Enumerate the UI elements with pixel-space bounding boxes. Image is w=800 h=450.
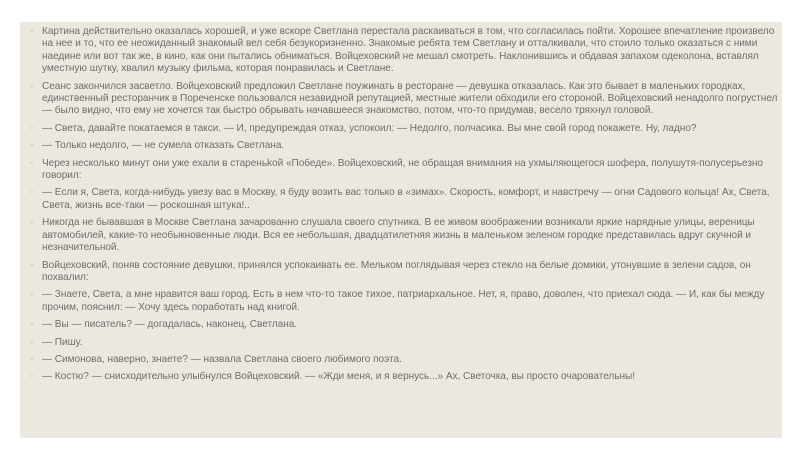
paragraph-text: — Знаете, Света, а мне нравится ваш город. Есть в нем что-то такое тихое, патриархальное. Нет, я, право, доволен, что приехал сюда. — И, как бы между прочим, пояснил: — Хочу здесь поработать над книгой. [42, 289, 765, 313]
paragraph-text: Войцеховский, поняв состояние девушки, принялся успокаивать ее. Мельком поглядывая через стекло на белые домики, утонувшие в зелени садов, он похвалил: [42, 259, 751, 283]
paragraph-text: — Пишу. [42, 336, 83, 348]
paragraph [30, 123, 780, 135]
paragraph-text: Никогда не бывавшая в Москве Светлана зачарованно слушала своего спутника. В ее живом воображении возникали яркие нарядные улицы, вереницы автомобилей, какие-то необыкновенные люди. Вся ее небольшая, двадцатилетняя жизнь в маленьком зеленом городке представилась вдруг скучной и незначительной. [42, 217, 755, 254]
paragraph [30, 140, 780, 152]
bullet-icon: ◦ [30, 187, 34, 199]
paragraph-text: — Симонова, наверно, знаете? — назвала Светлана своего любимого поэта. [42, 353, 402, 365]
bullet-icon: ◦ [30, 217, 34, 229]
bullet-icon: ◦ [30, 80, 34, 92]
paragraph-text: — Света, давайте покатаемся в такси. — И, предупреждая отказ, успокоил: — Недолго, полчасика. Вы мне свой город покажете. Ну, ладно? [42, 122, 697, 134]
paragraph-text: — Если я, Света, когда-нибудь увезу вас в Москву, я буду возить вас только в «зимах». Скорость, комфорт, и навстречу — огни Садового кольца! Ах, Света, Света, жизнь все-таки — роскошная штука!.. [42, 187, 770, 211]
bullet-icon: ◦ [30, 336, 34, 348]
text-body [30, 26, 780, 389]
paragraph-text: — Костю? — снисходительно улыбнулся Войцеховский. — «Жди меня, и я вернусь...» Ах, Светочка, вы просто очаровательны! [42, 371, 635, 383]
paragraph-text: Через несколько минут они уже ехали в стареньkой «Победе». Войцеховский, не обращая внимания на ухмыляющегося шофера, полушутя-полусерьезно говорил: [42, 157, 763, 182]
paragraph [30, 319, 780, 331]
paragraph-text: — Вы — писатель? — догадалась, наконец, Светлана. [42, 319, 298, 331]
bullet-icon: ◦ [30, 140, 34, 152]
bullet-icon: ◦ [30, 26, 34, 37]
paragraph [30, 158, 780, 183]
paragraph-text: Картина действительно оказалась хорошей, и уже вскоре Светлана перестала раскаиваться в том, что согласилась пойти. Хорошее впечатление произвело на нее и то, что ее неожиданный знакомый вел себя безукоризненно. Знакомые ребята тем Светлану и отталкивали, что стоило только оказаться с ними наедине или вот так же, в кино, как они пытались обниматься. Войцеховский не мешал смотреть. Наклонившись и обдавая запахом одеколона, вставлял уместную шутку, хвалил музыку фильма, которая понравилась и Светлане. [42, 26, 775, 75]
paragraph [30, 337, 780, 349]
paragraph [30, 354, 780, 366]
bullet-icon: ◦ [30, 371, 34, 383]
paragraph-text: Сеанс закончился засветло. Войцеховский предложил Светлане поужинать в ресторане — девушка отказалась. Как это бывает в маленьких городках, единственный ресторанчик в Пореченске пользовался незавидной репутацией, местные жители обходили его стороной. Войцеховский ненадолго погрустнел — было видно, что ему не хочется так быстро обрывать начавшееся знакомство, потом, что-то придумав, весело тряхнул головой. [42, 80, 778, 117]
bullet-icon: ◦ [30, 157, 34, 169]
paragraph-text: — Только недолго, — не сумела отказать Светлана. [42, 140, 285, 152]
paragraph [30, 371, 780, 383]
paragraph [30, 260, 780, 285]
bullet-icon: ◦ [30, 289, 34, 301]
bullet-icon: ◦ [30, 353, 34, 365]
paragraph [30, 81, 780, 118]
paragraph [30, 187, 780, 212]
bullet-icon: ◦ [30, 259, 34, 271]
paragraph [30, 217, 780, 254]
paragraph [30, 26, 780, 76]
bullet-icon: ◦ [30, 122, 34, 134]
slide-panel [20, 22, 782, 438]
bullet-icon: ◦ [30, 319, 34, 331]
paragraph [30, 289, 780, 314]
